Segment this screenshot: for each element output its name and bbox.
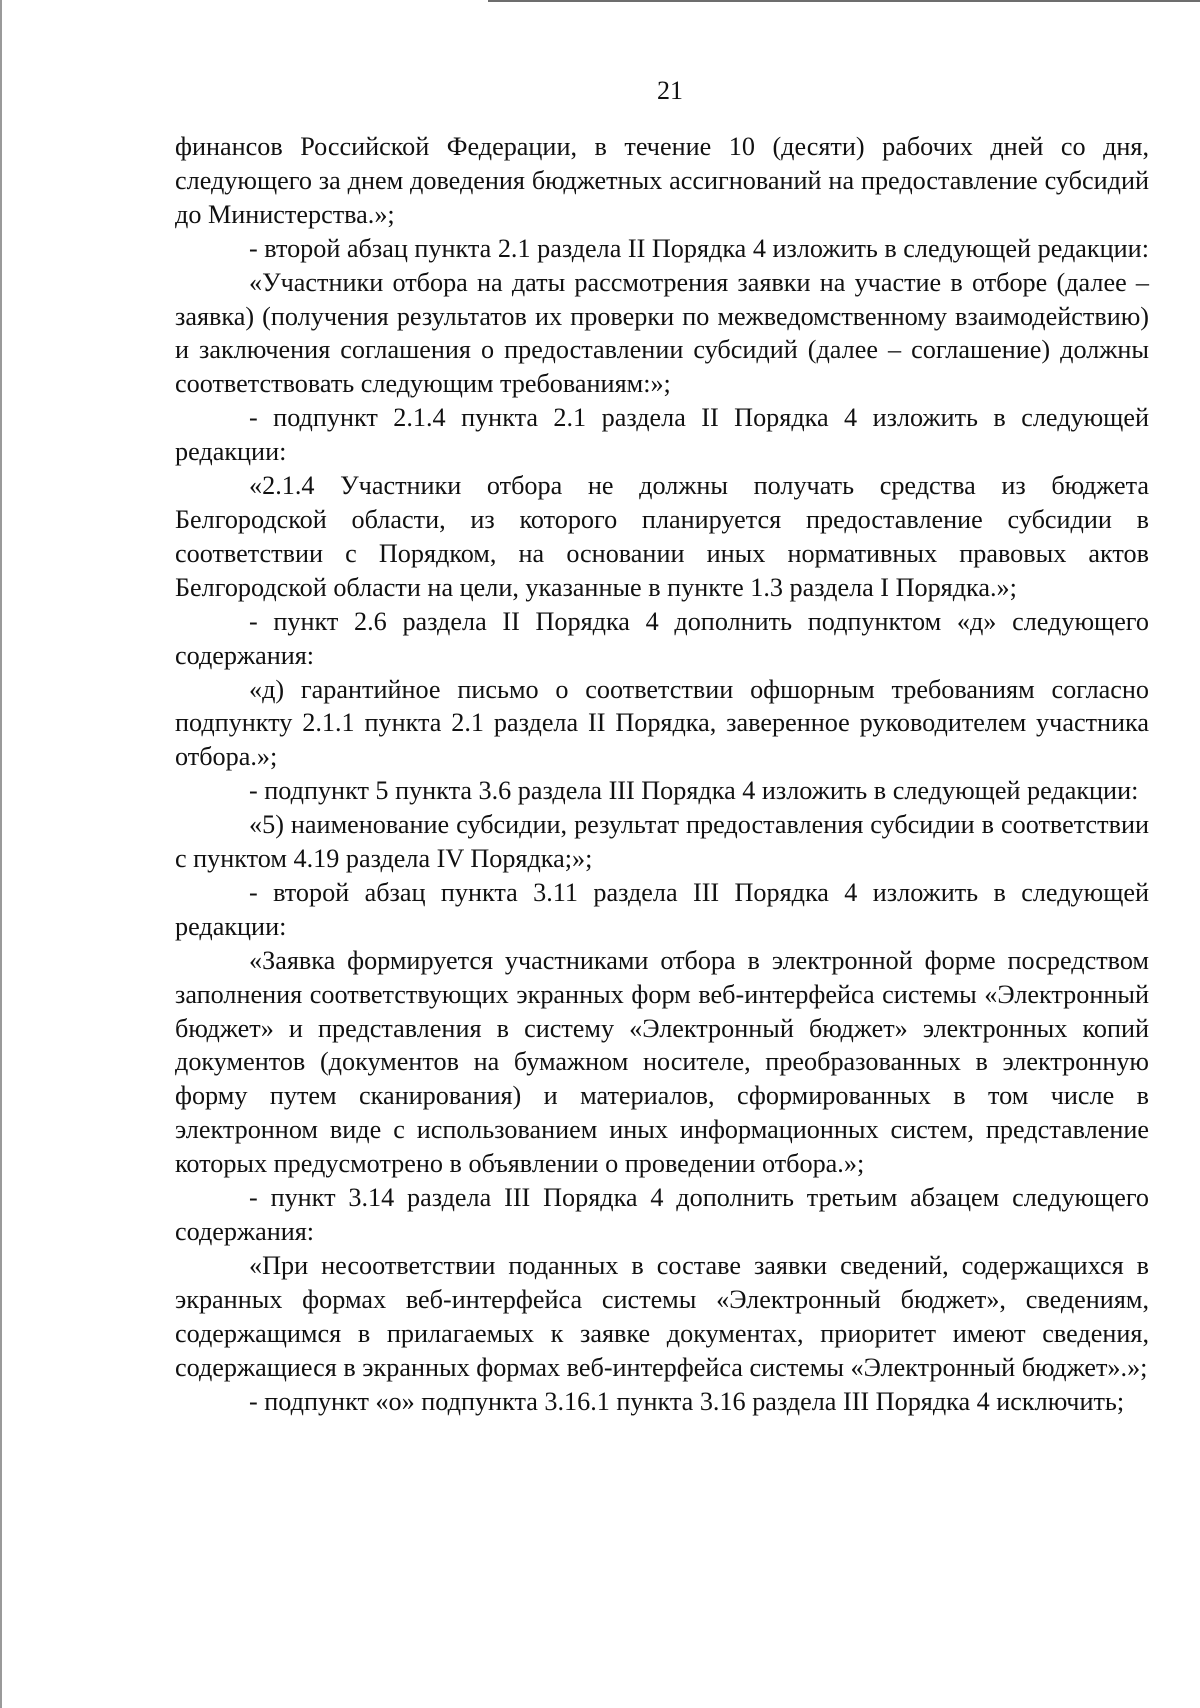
paragraph-quoted-text: «Заявка формируется участниками отбора в электронной форме посредством заполнения соответствующих экранных форм веб-интерфейса системы «Электронный бюджет» и представления в систему «Электронный бюджет» электронных копий документов (документов на бумажном носителе, преобразованных в электронную форму путем сканирования) и материалов, сформированных в том числе в электронном виде с использованием иных информационных систем, представление которых предусмотрено в объявлении о проведении отбора.»; <box>175 945 1149 1179</box>
document-body <box>175 130 1149 1418</box>
paragraph-quoted-text: «Участники отбора на даты рассмотрения заявки на участие в отборе (далее – заявка) (получения результатов их проверки по межведомственному взаимодействию) и заключения соглашения о предоставлении субсидий (далее – соглашение) должны соответствовать следующим требованиям:»; <box>175 267 1149 399</box>
paragraph-amendment-instruction: - пункт 3.14 раздела III Порядка 4 дополнить третьим абзацем следующего содержания: <box>175 1183 1149 1246</box>
paragraph-amendment-instruction: - подпункт 2.1.4 пункта 2.1 раздела II Порядка 4 изложить в следующей редакции: <box>175 403 1149 467</box>
paragraph-quoted-text: «При несоответствии поданных в составе заявки сведений, содержащихся в экранных формах веб-интерфейса системы «Электронный бюджет», сведениям, содержащимся в прилагаемых к заявке документах, приоритет имеют сведения, содержащиеся в экранных формах веб-интерфейса системы «Электронный бюджет».»; <box>175 1250 1149 1382</box>
paragraph-quoted-text: «5) наименование субсидии, результат предоставления субсидии в соответствии с пунктом 4.19 раздела IV Порядка;»; <box>175 810 1149 874</box>
paragraph-amendment-instruction: - второй абзац пункта 3.11 раздела III Порядка 4 изложить в следующей редакции: <box>175 877 1149 941</box>
paragraph-continuation: финансов Российской Федерации, в течение 10 (десяти) рабочих дней со дня, следующего за днем доведения бюджетных ассигнований на предоставление субсидий до Министерства.»; <box>175 132 1149 229</box>
scan-left-edge <box>0 0 2 1708</box>
scan-top-rule <box>488 0 1200 2</box>
paragraph-quoted-text: «2.1.4 Участники отбора не должны получать средства из бюджета Белгородской области, из которого планируется предоставление субсидии в соответствии с Порядком, на основании иных нормативных правовых актов Белгородской области на цели, указанные в пункте 1.3 раздела I Порядка.»; <box>175 471 1149 602</box>
paragraph-amendment-instruction: - пункт 2.6 раздела II Порядка 4 дополнить подпунктом «д» следующего содержания: <box>175 606 1149 670</box>
paragraph-amendment-instruction: - подпункт 5 пункта 3.6 раздела III Порядка 4 изложить в следующей редакции: <box>249 776 1139 806</box>
page-number: 21 <box>657 76 683 105</box>
paragraph-quoted-text: «д) гарантийное письмо о соответствии офшорным требованиям согласно подпункту 2.1.1 пункта 2.1 раздела II Порядка, заверенное руководителем участника отбора.»; <box>175 674 1149 772</box>
paragraph-amendment-instruction: - подпункт «о» подпункта 3.16.1 пункта 3.16 раздела III Порядка 4 исключить; <box>249 1386 1125 1416</box>
paragraph-amendment-instruction: - второй абзац пункта 2.1 раздела II Порядка 4 изложить в следующей редакции: <box>249 233 1149 263</box>
